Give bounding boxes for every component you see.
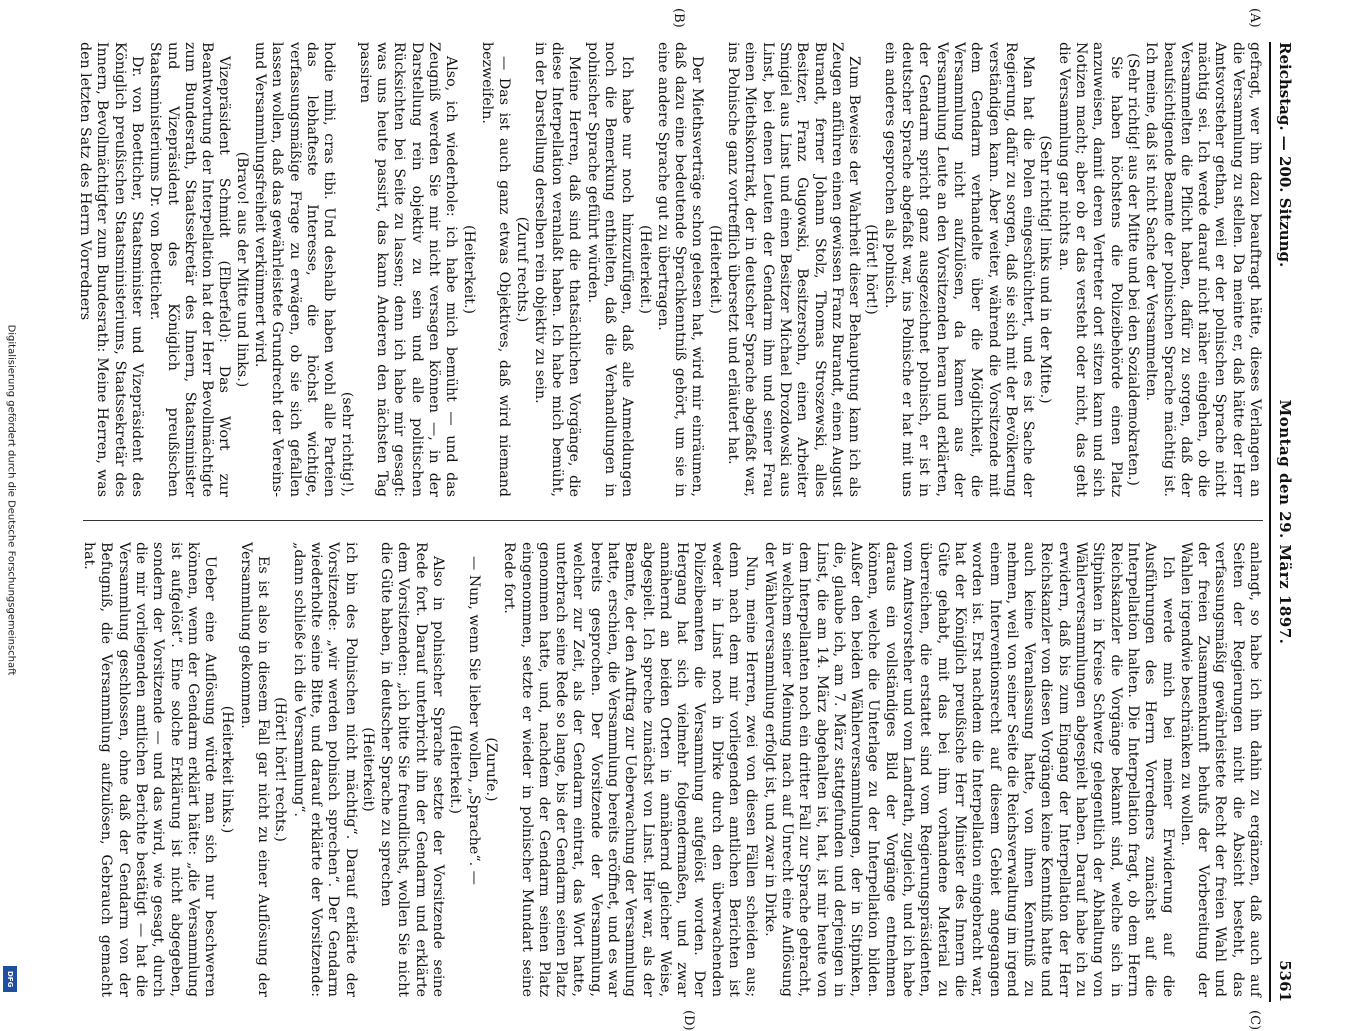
paragraph: Zum Beweise der Wahrheit dieser Behauptung kann ich als Zeugen anführen einen gewissen Franz Burandt, einen August Burandt, ferner Johann Stolz, Thomas Stroszewski, alles Besitzer, Franz Gugowski, Besitzersohn, einen Arbeiter Smigiel aus Linst und einen Besitzer Michael Drozdowski aus Linst, bei denen Leuten der Gendarm ihm und seiner Frau einen Miethskontrakt, der in deutscher Sprache abgefaßt war, ins Polnische ganz vortrefflich übersetzt und erläutert hat. xyxy=(725,42,863,497)
interjection: (Heiterkeit.) xyxy=(706,225,723,314)
paragraph: anlangt, so habe ich ihn dahin zu ergänzen, daß auch auf Seiten der Regierungen nicht die Absicht besteht, das verfassungsmäßig gewährleistete Recht der freien Wahl und der freien Zusammenkunft behufs der Vorbereitung der Wahlen irgendwie beschränken zu wollen. xyxy=(1177,542,1263,997)
page-rotated xyxy=(67,8,1297,1031)
paragraph: Ueber eine Auflösung würde man sich nur beschweren können, wenn der Gendarm erklärt hätte: „die Versammlung ist aufgelöst“. Eine solche Erklärung ist nicht abgegeben, sondern der Vorsitzende — und das wird, wie gesagt, durch die mir vorliegenden amtlichen Berichte bestätigt — hat die Versammlung geschlossen, ohne daß der Gendarm von der Befugniß, die Versammlung aufzulösen, Gebrauch gemacht hat. xyxy=(81,542,219,997)
paragraph: — Nun, wenn Sie lieber wollen, „Sprache“. — xyxy=(465,556,482,885)
interjection: (Bravo! aus der Mitte und links.) xyxy=(233,151,250,388)
interjection: (Heiterkeit.) xyxy=(447,725,464,814)
page-header xyxy=(1269,42,1297,1002)
digitization-sidebar xyxy=(0,0,22,1000)
paragraph: Also in polnischer Sprache setzte der Vorsitzende seine Rede fort. Darauf unterbricht ihn der Gendarm und erklärte dem Vorsitzenden: „ich bitte Sie freundlichst, wollen Sie nicht die Güte haben, in deutscher Sprache zu sprechen xyxy=(378,542,447,997)
paragraph: Ich werde mich bei meiner Erwiderung auf die Ausführungen des Herrn Vorredners zunächst auf die Interpellation halten. Die Interpellation fragt, ob dem Herrn Reichskanzler die Vorgänge bekannt sind, welche sich in Sitpinken in Kreise Schwetz gelegentlich der Abhaltung von Wählerversammlungen abgespielt haben. Darauf habe ich zu erwidern, daß bis zum Eingang der Interpellation der Herr Reichskanzler von diesen Vorgängen keine Kenntniß hatte und auch keine Veranlassung hatte, von ihnen Kenntniß zu nehmen, weil von seiner Seite die Reichsverwaltung im irgend einem Interventionsrecht auf diesem Gebiet angegangen worden ist. Erst nachdem die Interpellation eingebracht war, hat der Königlich preußische Herr Minister des Innern die Güte gehabt, mit das bei ihm vorhandene Material zu überreichen, die erstattet sind vom Regierungspräsidenten, vom Amtsvorsteher und vom Landrath, zugleich, und ich habe daraus ein vollständiges Bild der Vorgänge entnehmen können, welche die Unterlage zu der Interpellation bilden. Außer den beiden Wählerversammlungen, der in Sitpinken, die, glaube ich, am 7. März stattgefunden und derjenigen in Linst, die am 14. März abgehalten ist, hat, ist mir heute von dem Interpellanten noch ein dritter Fall zur Sprache gebracht, in welchem seiner Meinung nach auf Unrecht eine Auflösung der Wählerversammlung erfolgt ist, und zwar in Dirke. xyxy=(761,542,1176,997)
interjection: (Zuruf rechts.) xyxy=(513,216,530,323)
interjection: (Hört! hört! rechts.) xyxy=(272,697,289,842)
paragraph: hodie mihi, cras tibi. Und deshalb haben wohl alle Parteien das lebhafteste Interesse, die höchst wichtige, verfassungsmäßige Frage zu erwägen, ob sie sich gefallen lassen wollen, daß das gewährleistete Grundrecht der Vereins- und Versammlungsfreiheit verkümmert wird. xyxy=(252,42,338,497)
margin-marker-a: (A) xyxy=(1247,8,1262,28)
paragraph: ich bin des Polnischen nicht mächtig“. Darauf erklärte der Vorsitzende: „wir werden polnisch sprechen“. Der Gendarm wiederholte seine Bitte, und darauf erklärte der Vorsitzende: „dann schließe ich die Versammlung“. xyxy=(290,542,359,997)
margin-marker-b: (B) xyxy=(671,8,686,28)
speaker-paragraph: Dr. von Boetticher, Staatsminister und Vizepräsident des Königlich preußischen Staatsministeriums, Staatssekretär des Innern, Bevollmächtigter zum Bundesrath: Meine Herren, was den letzten Satz des Herrn Vorredners xyxy=(77,42,145,497)
left-column xyxy=(75,42,1263,497)
interjection: (Sehr richtig! links und in der Mitte.) xyxy=(1037,135,1054,404)
header-left: Reichstag. — 200. Sitzung. xyxy=(1275,42,1294,268)
paragraph: gefragt, wer ihn dazu beauftragt hätte, dieses Verlangen an die Versammlung zu stellen. Da meinte er, daß hätte der Herr Amtsvorsteher gethan, weil er der polnischen Sprache nicht mächtig sei. Ich werde darauf nicht näher eingehen, ob die Versammelten die Pflicht haben, dafür zu sorgen, daß der beaufsichtigende Beamte der polnischen Sprache mächtig ist. Ich meine, daß ist nicht Sache der Versammelten. xyxy=(1143,42,1263,497)
speaker-paragraph: Vizepräsident Schmidt (Elberfeld): Das Wort zur Beantwortung der Interpellation hat der Herr Bevollmächtigte zum Bundesrath, Staatssekretär des Innern, Staatsminister und Vizepräsident des Königlich preußischen Staatsministeriums Dr. von Boetticher. xyxy=(147,42,233,497)
scanned-page xyxy=(22,0,1353,1031)
header-center: Montag den 29. März 1897. xyxy=(1275,399,1294,645)
paragraph: Nun, meine Herren, zwei von diesen Fällen scheiden aus; denn nach dem mir vorliegenden amtlichen Berichten ist weder in Linst noch in Dirke durch den überwachenden Polizeibeamten die Versammlung aufgelöst worden. Der Hergang hat sich vielmehr folgendermaßen, und zwar annähernd an beiden Orten in annähernd gleicher Weise, abgespielt. Ich spreche zunächst von Linst. Hier war, als der Beamte, der den Auftrag zur Ueberwachung der Versammlung hatte, erschien, die Versammlung bereits eröffnet, und es war bereits gesprochen. Der Vorsitzende der Versammlung, welcher zur Zeit, als der Gendarm eintrat, das Wort hatte, unterbrach seine Rede so lange, bis der Gendarm seinen Platz genommen hatte, und, nachdem der Gendarm seinen Platz eingenommen, setzte er wieder in polnischer Mundart seine Rede fort. xyxy=(501,542,760,997)
digitization-note: Digitalisierung gefördert durch die Deutsche Forschungsgemeinschaft xyxy=(5,324,17,676)
interjection: (sehr richtig!), xyxy=(338,391,355,497)
paragraph: Meine Herren, daß sind die thatsächlichen Vorgänge, die diese Interpellation veranlaßt haben. Ich habe mich bemüht, in der Darstellung derselben rein objektiv zu sein. xyxy=(531,42,583,497)
margin-marker-c: (C) xyxy=(1247,1010,1262,1031)
paragraph: Also, ich wiederhole: ich habe mich bemüht — und das Zeugniß werden Sie mir nicht versagen können —, in der Darstellung rein objektiv zu sein und alle politischen Rücksichten bei Seite zu lassen; denn ich habe mir gesagt: was uns heute passirt, das kann Anderen den nächsten Tag passiren xyxy=(356,42,460,497)
paragraph: Man hat die Polen eingeschüchtert, und es ist Sache der Regierung, dafür zu sorgen, daß sie sich mit der Bevölkerung verständigen kann. Aber weiter, während die Vorsitzende mit dem Gendarm verhandelte über die Möglichkeit, die Versammlung nicht aufzulösen, da kamen aus der Versammlung Leute an den Vorsitzenden heran und erklärten, der Gendarm spricht ganz ausgezeichnet polnisch, er ist in deutscher Sprache abgefaßt war, ins Polnische er hat mit uns ein anderes gesprochen als polnisch. xyxy=(881,42,1037,497)
margin-marker-d: (D) xyxy=(681,1010,696,1031)
column-divider xyxy=(83,520,1263,521)
paragraph: Der Miethsverträge schon gelesen hat, wird mir einräumen, daß dazu eine bedeutende Sprachkenntniß gehört, um sie in eine andere Sprache gut zu übertragen. xyxy=(654,42,706,497)
paragraph: Sie haben höchstens die Polizeibehörde einen Platz anzuweisen, damit deren Vertreter dort sitzen kann und sich Notizen macht; aber ob er das versteht oder nicht, das geht die Versammlung gar nichts an. xyxy=(1055,42,1124,497)
interjection: (Heiterkeit) xyxy=(359,727,376,812)
interjection: (Zurufe.) xyxy=(482,737,499,802)
interjection: (Sehr richtig! aus der Mitte und bei den Sozialdemokraten.) xyxy=(1124,53,1141,486)
dfg-logo: DFG xyxy=(3,966,17,992)
right-column xyxy=(79,542,1263,997)
paragraph: Ich habe nur noch hinzuzufügen, daß alle Anmeldungen noch die Bemerkung enthielten, daß die Verhandlungen in polnischer Sprache geführt würden. xyxy=(584,42,636,497)
interjection: (Heiterkeit.) xyxy=(636,225,653,314)
paragraph: — Das ist auch ganz etwas Objektives, daß wird niemand bezweifeln. xyxy=(478,42,513,497)
header-page-number: 5361 xyxy=(1275,960,1294,1002)
interjection: (Heiterkeit.) xyxy=(460,225,477,314)
interjection: (Heiterkeit links.) xyxy=(219,705,236,834)
interjection: (Hört! hört!) xyxy=(863,224,880,315)
paragraph: Es ist also in diesem Fall gar nicht zu einer Auflösung der Versammlung gekommen. xyxy=(237,542,272,997)
